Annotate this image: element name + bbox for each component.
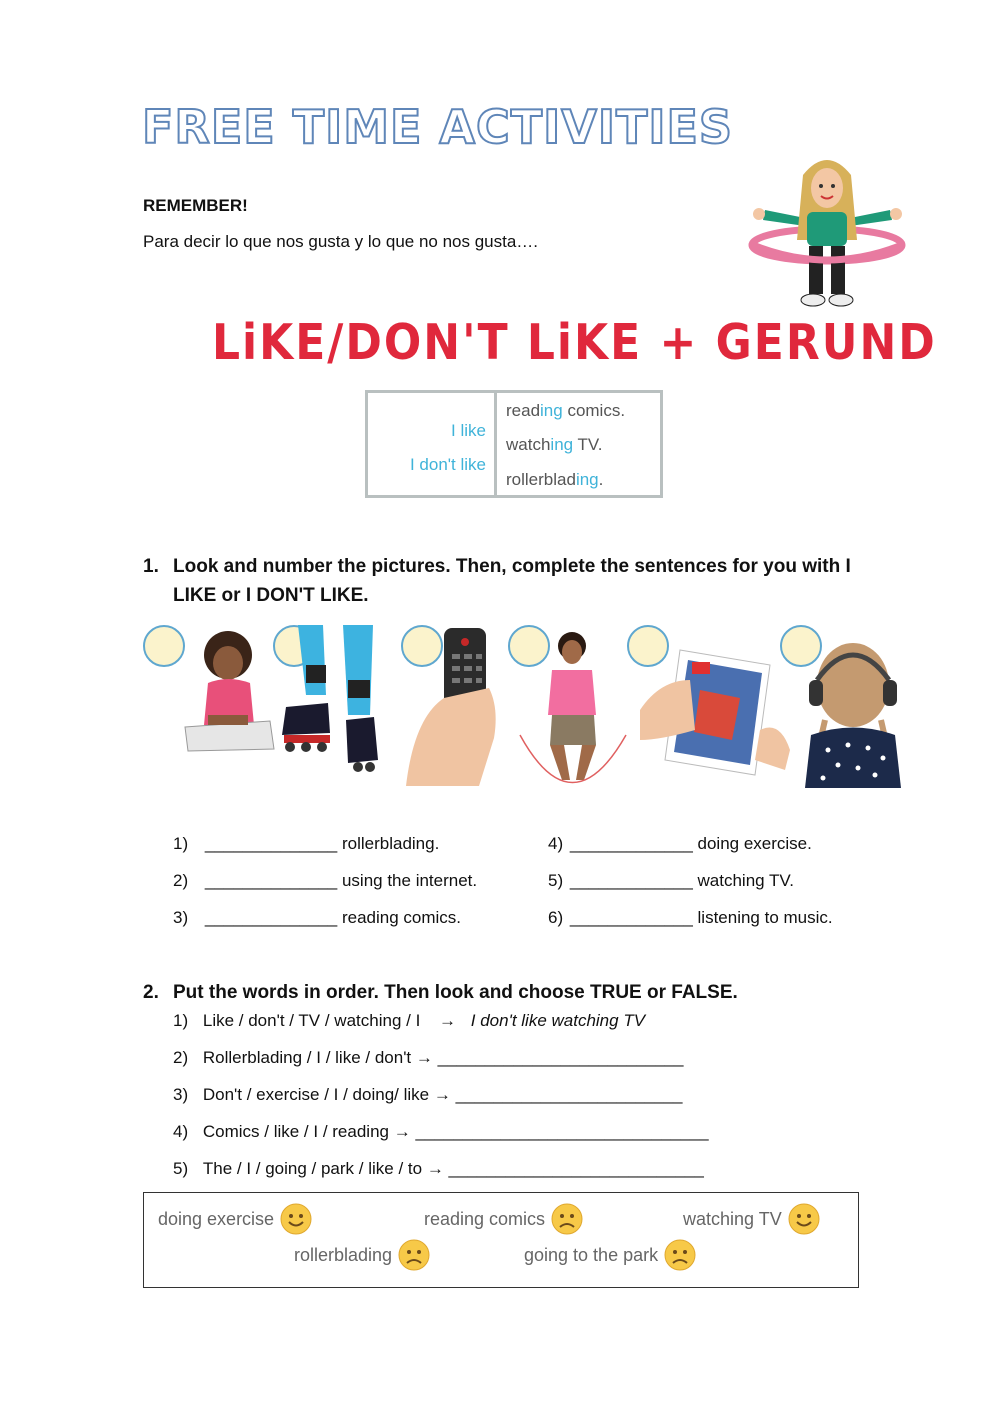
pref-label: watching TV xyxy=(683,1208,782,1229)
exercise-1-item-6 xyxy=(548,908,833,928)
item-number: 6) xyxy=(548,908,564,927)
arrow-icon: → xyxy=(433,1085,451,1104)
grammar-rule-title: LiKE/DON'T LiKE + GERUND xyxy=(212,314,937,372)
exercise-2-item-4 xyxy=(173,1122,709,1142)
spanish-intro: Para decir lo que nos gusta y lo que no nos gusta…. xyxy=(143,232,539,251)
avatar-hula-hoop-illustration xyxy=(745,150,910,320)
verb-stem: read xyxy=(506,401,541,420)
picture-doing-exercise xyxy=(512,630,634,805)
verb-stem: watch xyxy=(506,435,551,454)
picture-watching-tv xyxy=(404,628,499,786)
arrow-icon: → xyxy=(439,1011,457,1030)
verb-object: TV. xyxy=(573,435,603,454)
preferences-box xyxy=(143,1192,859,1288)
ing-suffix: ing xyxy=(550,435,574,454)
picture-listening-to-music xyxy=(803,640,903,788)
item-number: 5) xyxy=(548,871,564,890)
table-cell-i-like: I like xyxy=(451,421,486,440)
item-text: listening to music. xyxy=(697,908,833,927)
exercise-2-item-2 xyxy=(173,1048,683,1068)
item-text: reading comics. xyxy=(341,908,462,927)
exercise-1-item-2 xyxy=(173,871,477,891)
answer-blank[interactable]: __________________________ xyxy=(437,1048,684,1067)
page-title: FREE TIME ACTIVITIES xyxy=(142,100,734,154)
ing-suffix: ing xyxy=(575,470,599,489)
scrambled-words: Like / don't / TV / watching / I xyxy=(202,1011,421,1030)
item-number: 4) xyxy=(173,1122,189,1141)
answer-blank[interactable]: _____________ xyxy=(569,871,693,890)
verb-object: comics. xyxy=(562,401,626,420)
happy-face-icon xyxy=(788,1203,820,1235)
pref-going-to-the-park[interactable] xyxy=(524,1239,696,1271)
pref-label: doing exercise xyxy=(158,1208,275,1229)
item-number: 5) xyxy=(173,1159,189,1178)
sad-face-icon xyxy=(664,1239,696,1271)
item-text: doing exercise. xyxy=(697,834,812,853)
table-cell-watching-tv xyxy=(506,435,602,455)
answer-blank[interactable]: ______________ xyxy=(204,908,338,927)
answer-blank[interactable]: ______________ xyxy=(204,834,338,853)
answer-blank[interactable]: ________________________ xyxy=(455,1085,683,1104)
pref-label: rollerblading xyxy=(294,1244,393,1265)
sad-face-icon xyxy=(551,1203,583,1235)
item-number: 1) xyxy=(173,834,189,853)
table-divider xyxy=(494,393,497,495)
verb-object: . xyxy=(598,470,604,489)
scrambled-words: Rollerblading / I / like / don't xyxy=(202,1048,412,1067)
sad-face-icon xyxy=(398,1239,430,1271)
verb-stem: rollerblad xyxy=(506,470,576,489)
grammar-table xyxy=(365,390,663,498)
item-number: 3) xyxy=(173,908,189,927)
exercise-1-item-3 xyxy=(173,908,461,928)
example-answer: I don't like watching TV xyxy=(470,1011,646,1030)
pref-rollerblading[interactable] xyxy=(294,1239,430,1271)
table-cell-rollerblading xyxy=(506,470,603,490)
exercise-1-item-4 xyxy=(548,834,812,854)
exercise-text: Put the words in order. Then look and choose TRUE or FALSE. xyxy=(173,982,738,1003)
exercise-2-item-1 xyxy=(173,1011,645,1031)
pref-watching-tv[interactable] xyxy=(683,1203,820,1235)
item-number: 4) xyxy=(548,834,564,853)
exercise-2-item-5 xyxy=(173,1159,704,1179)
scrambled-words: Don't / exercise / I / doing/ like xyxy=(202,1085,430,1104)
table-cell-reading-comics xyxy=(506,401,625,421)
answer-blank[interactable]: _____________ xyxy=(569,908,693,927)
pref-label: reading comics xyxy=(424,1208,546,1229)
number-circle-1[interactable] xyxy=(143,625,185,667)
item-text: rollerblading. xyxy=(341,834,440,853)
picture-using-the-internet xyxy=(180,625,275,753)
exercise-number: 2. xyxy=(143,982,159,1003)
exercise-2-item-3 xyxy=(173,1085,683,1105)
pref-reading-comics[interactable] xyxy=(424,1203,583,1235)
arrow-icon: → xyxy=(415,1048,433,1067)
picture-rollerblading xyxy=(278,625,388,775)
exercise-1-item-1 xyxy=(173,834,439,854)
item-text: watching TV. xyxy=(697,871,794,890)
item-number: 2) xyxy=(173,871,189,890)
item-text: using the internet. xyxy=(341,871,478,890)
arrow-icon: → xyxy=(393,1122,411,1141)
answer-blank[interactable]: _______________________________ xyxy=(415,1122,709,1141)
scrambled-words: The / I / going / park / like / to xyxy=(202,1159,423,1178)
item-number: 3) xyxy=(173,1085,189,1104)
answer-blank[interactable]: _____________ xyxy=(569,834,693,853)
answer-blank[interactable]: ___________________________ xyxy=(448,1159,704,1178)
remember-heading: REMEMBER! xyxy=(143,196,248,215)
answer-blank[interactable]: ______________ xyxy=(204,871,338,890)
ing-suffix: ing xyxy=(540,401,563,420)
scrambled-words: Comics / like / I / reading xyxy=(202,1122,389,1141)
happy-face-icon xyxy=(280,1203,312,1235)
pref-label: going to the park xyxy=(524,1244,659,1265)
item-number: 1) xyxy=(173,1011,189,1030)
table-cell-i-dont-like: I don't like xyxy=(409,455,486,474)
exercise-1-item-5 xyxy=(548,871,794,891)
item-number: 2) xyxy=(173,1048,189,1067)
exercise-number: 1. xyxy=(143,556,159,577)
pref-doing-exercise[interactable] xyxy=(158,1203,312,1235)
picture-reading-comics xyxy=(640,640,790,780)
arrow-icon: → xyxy=(426,1159,444,1178)
exercise-text: Look and number the pictures. Then, complete the sentences for you with I LIKE or I DON'T LIKE. xyxy=(173,556,851,606)
